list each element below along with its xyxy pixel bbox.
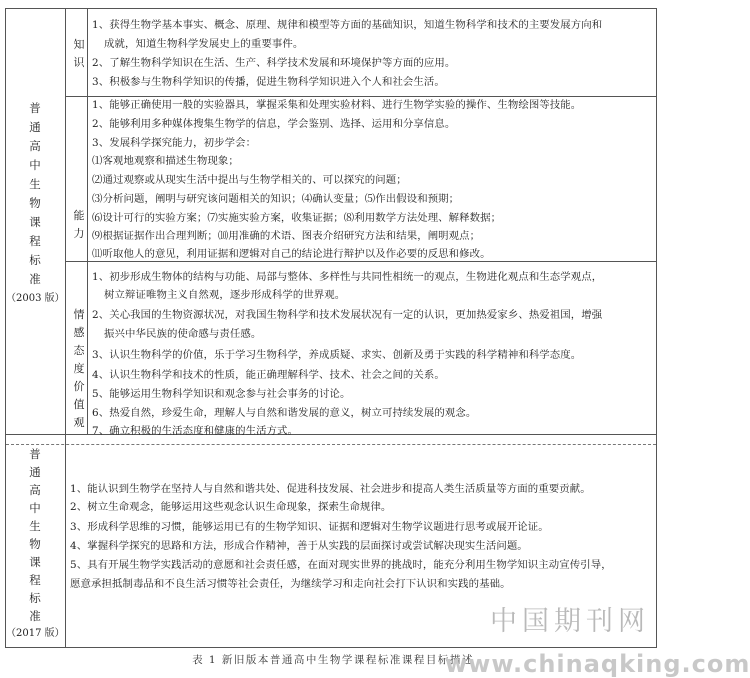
row-divider	[65, 261, 656, 262]
ability-line: ⑵通过观察或从现实生活中提出与生物学相关的、可以探究的问题；	[92, 174, 407, 186]
ability-line: ⑾听取他人的意见，利用证据和逻辑对自己的结论进行辩护以及作必要的反思和修改。	[92, 248, 491, 260]
emotion-line: 3、认识生物科学的价值，乐于学习生物科学，养成质疑、求实、创新及勇于实践的科学精神和科学态度。	[92, 349, 582, 361]
row-divider	[65, 96, 656, 97]
category-ability-label: 能 力	[73, 209, 85, 240]
ability-line: ⑶分析问题，阐明与研究该问题相关的知识；⑷确认变量；⑸作出假设和预期；	[92, 193, 460, 205]
header-dashed-line	[6, 444, 656, 445]
emotion-line: 1、初步形成生物体的结构与功能、局部与整体、多样性与共同性相统一的观点，生物进化观点和生态学观点，	[92, 271, 603, 283]
ability-line: 2、能够利用多种媒体搜集生物学的信息，学会鉴别、选择、运用和分享信息。	[92, 118, 456, 130]
watermark-chinese: 中国期刊网	[490, 606, 650, 637]
knowledge-line: 成就，知道生物科学发展史上的重要事件。	[104, 38, 304, 50]
goals2017-line: 愿意承担抵制毒品和不良生活习惯等社会责任，为继续学习和走向社会打下认识和实践的基础。	[70, 578, 511, 590]
emotion-line: 6、热爱自然，珍爱生命，理解人与自然和谐发展的意义，树立可持续发展的观念。	[92, 407, 477, 419]
knowledge-line: 3、积极参与生物科学知识的传播，促进生物科学知识进入个人和社会生活。	[92, 76, 445, 88]
curriculum-goals-table	[5, 8, 657, 648]
category-knowledge-label: 知 识	[73, 38, 85, 69]
knowledge-line: 2、了解生物科学知识在生活、生产、科学技术发展和环境保护等方面的应用。	[92, 57, 456, 69]
ability-line: ⑹设计可行的实验方案；⑺实施实验方案，收集证据；⑻利用数学方法处理、解释数据；	[92, 212, 502, 224]
standard-2003-label: 普 通 高 中 生 物 课 程 标 准 （2003 版）	[6, 101, 65, 304]
col-divider	[65, 9, 66, 647]
category-divider	[87, 9, 88, 434]
goals2017-line: 4、掌握科学探究的思路和方法，形成合作精神，善于从实践的层面探讨或尝试解决现实生活问题。	[70, 540, 528, 552]
emotion-line: 2、关心我国的生物资源状况，对我国生物科学和技术发展状况有一定的认识，更加热爱家乡、热爱祖国，增强	[92, 309, 603, 321]
goals2017-line: 2、树立生命观念，能够运用这些观念认识生命现象，探索生命规律。	[70, 501, 392, 513]
goals2017-line: 1、能认识到生物学在坚持人与自然和谐共处、促进科技发展、社会进步和提高人类生活质量等方面的重要贡献。	[70, 483, 591, 495]
ability-line: ⑼根据证据作出合理判断；⑽用准确的术语、图表介绍研究方法和结果，阐明观点；	[92, 230, 481, 242]
table-caption: 表 1 新旧版本普通高中生物学课程标准课程目标描述	[192, 654, 474, 666]
ability-line: ⑴客观地观察和描述生物现象；	[92, 155, 239, 167]
standard-2017-label: 普 通 高 中 生 物 课 程 标 准 （2017 版）	[6, 447, 65, 639]
emotion-line: 7、确立积极的生活态度和健康的生活方式。	[92, 425, 299, 437]
emotion-line: 5、能够运用生物科学知识和观念参与社会事务的讨论。	[92, 388, 351, 400]
emotion-line: 4、认识生物科学和技术的性质，能正确理解科学、技术、社会之间的关系。	[92, 369, 445, 381]
emotion-line: 振兴中华民族的使命感与责任感。	[104, 328, 262, 340]
ability-line: 3、发展科学探究能力，初步学会：	[92, 137, 257, 149]
ability-line: 1、能够正确使用一般的实验器具，掌握采集和处理实验材料、进行生物学实验的操作、生物绘图等技能。	[92, 99, 582, 111]
knowledge-line: 1、获得生物学基本事实、概念、原理、规律和模型等方面的基础知识，知道生物科学和技术的主要发展方向和	[92, 19, 603, 31]
watermark-url: www.chinaqking.com	[445, 650, 750, 678]
goals2017-line: 3、形成科学思维的习惯，能够运用已有的生物学知识、证据和逻辑对生物学议题进行思考或展开论证。	[70, 521, 549, 533]
goals2017-line: 5、具有开展生物学实践活动的意愿和社会责任感，在面对现实世界的挑战时，能充分利用生物学知识主动宣传引导，	[70, 559, 612, 571]
emotion-line: 树立辩证唯物主义自然观，逐步形成科学的世界观。	[104, 289, 346, 301]
category-emotion-label: 情 感 态 度 价 值 观	[73, 308, 85, 429]
